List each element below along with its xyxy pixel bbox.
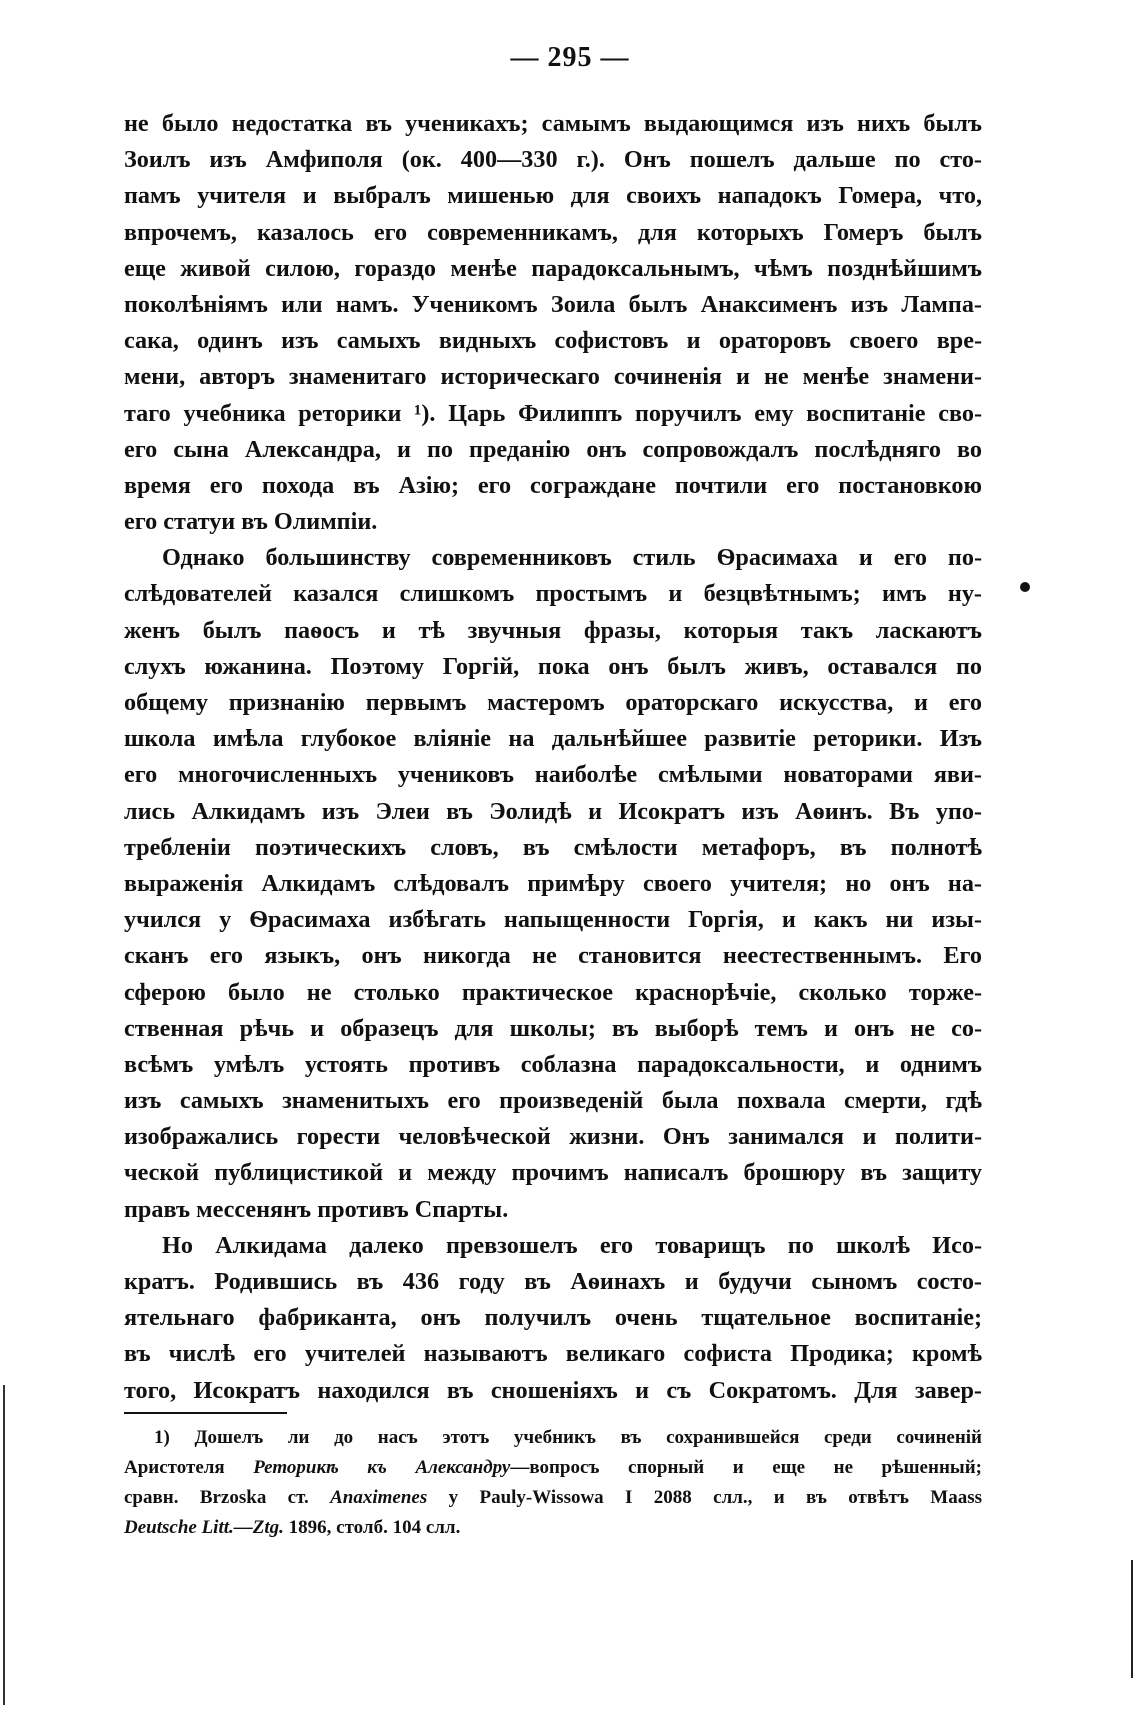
text-line: время его похода въ Азію; его сограждане почтили его постановкою — [124, 471, 982, 499]
text-line: требленіи поэтическихъ словъ, въ смѣлости метафоръ, въ полнотѣ — [124, 833, 982, 861]
text-line: его сына Александра, и по преданію онъ сопровождалъ послѣдняго во — [124, 435, 982, 463]
footnote-text: 1896, столб. 104 слл. — [283, 1517, 461, 1538]
main-text — [124, 106, 982, 1409]
text-line: изображались горести человѣческой жизни. Онъ занимался и полити- — [124, 1123, 982, 1151]
text-line: лись Алкидамъ изъ Элеи въ Эолидѣ и Исократъ изъ Аѳинъ. Въ упо- — [124, 797, 982, 825]
text-line: Однако большинству современниковъ стиль Ѳрасимаха и его по- — [162, 544, 982, 572]
text-line: его многочисленныхъ учениковъ наиболѣе смѣлыми новаторами яви- — [124, 761, 982, 789]
footnote — [124, 1423, 982, 1543]
text-line: еще живой силою, гораздо менѣе парадоксальнымъ, чѣмъ позднѣйшимъ — [124, 254, 982, 282]
footnote-marker: 1) — [154, 1427, 170, 1448]
footnote-text: у Pauly-Wissowa I 2088 слл., и въ отвѣтъ Maass — [427, 1487, 983, 1508]
scan-edge-line — [3, 1385, 5, 1705]
text-line: сканъ его языкъ, онъ никогда не становится неестественнымъ. Его — [124, 942, 982, 970]
text-line: всѣмъ умѣлъ устоять противъ соблазна парадоксальности, и однимъ — [124, 1050, 982, 1078]
footnote-text: сравн. Brzoska ст. — [124, 1487, 331, 1508]
footnote-line — [124, 1483, 982, 1513]
text-line: Зоилъ изъ Амфиполя (ок. 400—330 г.). Онъ пошелъ дальше по сто- — [124, 146, 982, 174]
footnote-text: —вопросъ спорный и еще не рѣшенный; — [510, 1457, 982, 1478]
text-line: таго учебника реторики ¹). Царь Филиппъ поручилъ ему воспитаніе сво- — [124, 399, 982, 427]
text-line: мени, авторъ знаменитаго историческаго сочиненія и не менѣе знамени- — [124, 363, 982, 391]
text-line: сака, одинъ изъ самыхъ видныхъ софистовъ и ораторовъ своего вре- — [124, 327, 982, 355]
text-line: школа имѣла глубокое вліяніе на дальнѣйшее развитіе реторики. Изъ — [124, 725, 982, 753]
text-line: не было недостатка въ ученикахъ; самымъ выдающимся изъ нихъ былъ — [124, 110, 982, 137]
text-line: памъ учителя и выбралъ мишенью для своихъ нападокъ Гомера, что, — [124, 182, 982, 210]
margin-dot-mark — [1020, 582, 1030, 592]
text-line: общему признанію первымъ мастеромъ ораторскаго искусства, и его — [124, 689, 982, 716]
text-line: женъ былъ паѳосъ и тѣ звучныя фразы, которыя такъ ласкаютъ — [124, 616, 982, 644]
footnote-title: Anaximenes — [330, 1487, 428, 1508]
text-line: слѣдователей казался слишкомъ простымъ и безцвѣтнымъ; имъ ну- — [124, 580, 982, 608]
scan-edge-line — [1131, 1560, 1133, 1678]
text-line: слухъ южанина. Поэтому Горгій, пока онъ былъ живъ, оставался по — [124, 652, 982, 680]
text-line: изъ самыхъ знаменитыхъ его произведеній была похвала смерти, гдѣ — [124, 1087, 982, 1115]
text-line: того, Исократъ находился въ сношеніяхъ и съ Сократомъ. Для завер- — [124, 1376, 982, 1404]
text-line: учился у Ѳрасимаха избѣгать напыщенности Горгія, и какъ ни изы- — [124, 906, 982, 934]
footnote-title: Deutsche Litt.—Ztg. — [124, 1517, 284, 1538]
text-line: поколѣніямъ или намъ. Ученикомъ Зоила былъ Анаксименъ изъ Лампа- — [124, 290, 982, 318]
footnote-line — [124, 1423, 982, 1453]
text-line: въ числѣ его учителей называютъ великаго софиста Продика; кромѣ — [124, 1340, 982, 1368]
text-line: сферою было не столько практическое краснорѣчіе, сколько торже- — [124, 978, 982, 1006]
text-line: впрочемъ, казалось его современникамъ, для которыхъ Гомеръ былъ — [124, 218, 982, 246]
text-line: правъ мессенянъ противъ Спарты. — [124, 1195, 509, 1223]
text-line: ятельнаго фабриканта, онъ получилъ очень тщательное воспитаніе; — [124, 1304, 982, 1332]
footnote-text: Дошелъ ли до насъ этотъ учебникъ въ сохранившейся среди сочиненій — [194, 1427, 983, 1448]
text-line: ственная рѣчь и образецъ для школы; въ выборѣ темъ и онъ не со- — [124, 1014, 982, 1042]
footnote-divider — [124, 1412, 287, 1414]
footnote-title: Реторикѣ къ Александру — [253, 1457, 511, 1478]
page-number: — 295 — — [510, 42, 630, 73]
text-line: Но Алкидама далеко превзошелъ его товарищъ по школѣ Исо- — [162, 1231, 982, 1259]
footnote-line — [124, 1453, 982, 1483]
text-line: его статуи въ Олимпіи. — [124, 508, 378, 536]
text-line: ческой публицистикой и между прочимъ написалъ брошюру въ защиту — [124, 1159, 982, 1187]
footnote-text: Аристотеля — [124, 1457, 254, 1478]
text-line: выраженія Алкидамъ слѣдовалъ примѣру своего учителя; но онъ на- — [124, 869, 982, 897]
text-line: кратъ. Родившись въ 436 году въ Аѳинахъ и будучи сыномъ состо- — [124, 1268, 982, 1295]
footnote-line — [124, 1513, 982, 1543]
